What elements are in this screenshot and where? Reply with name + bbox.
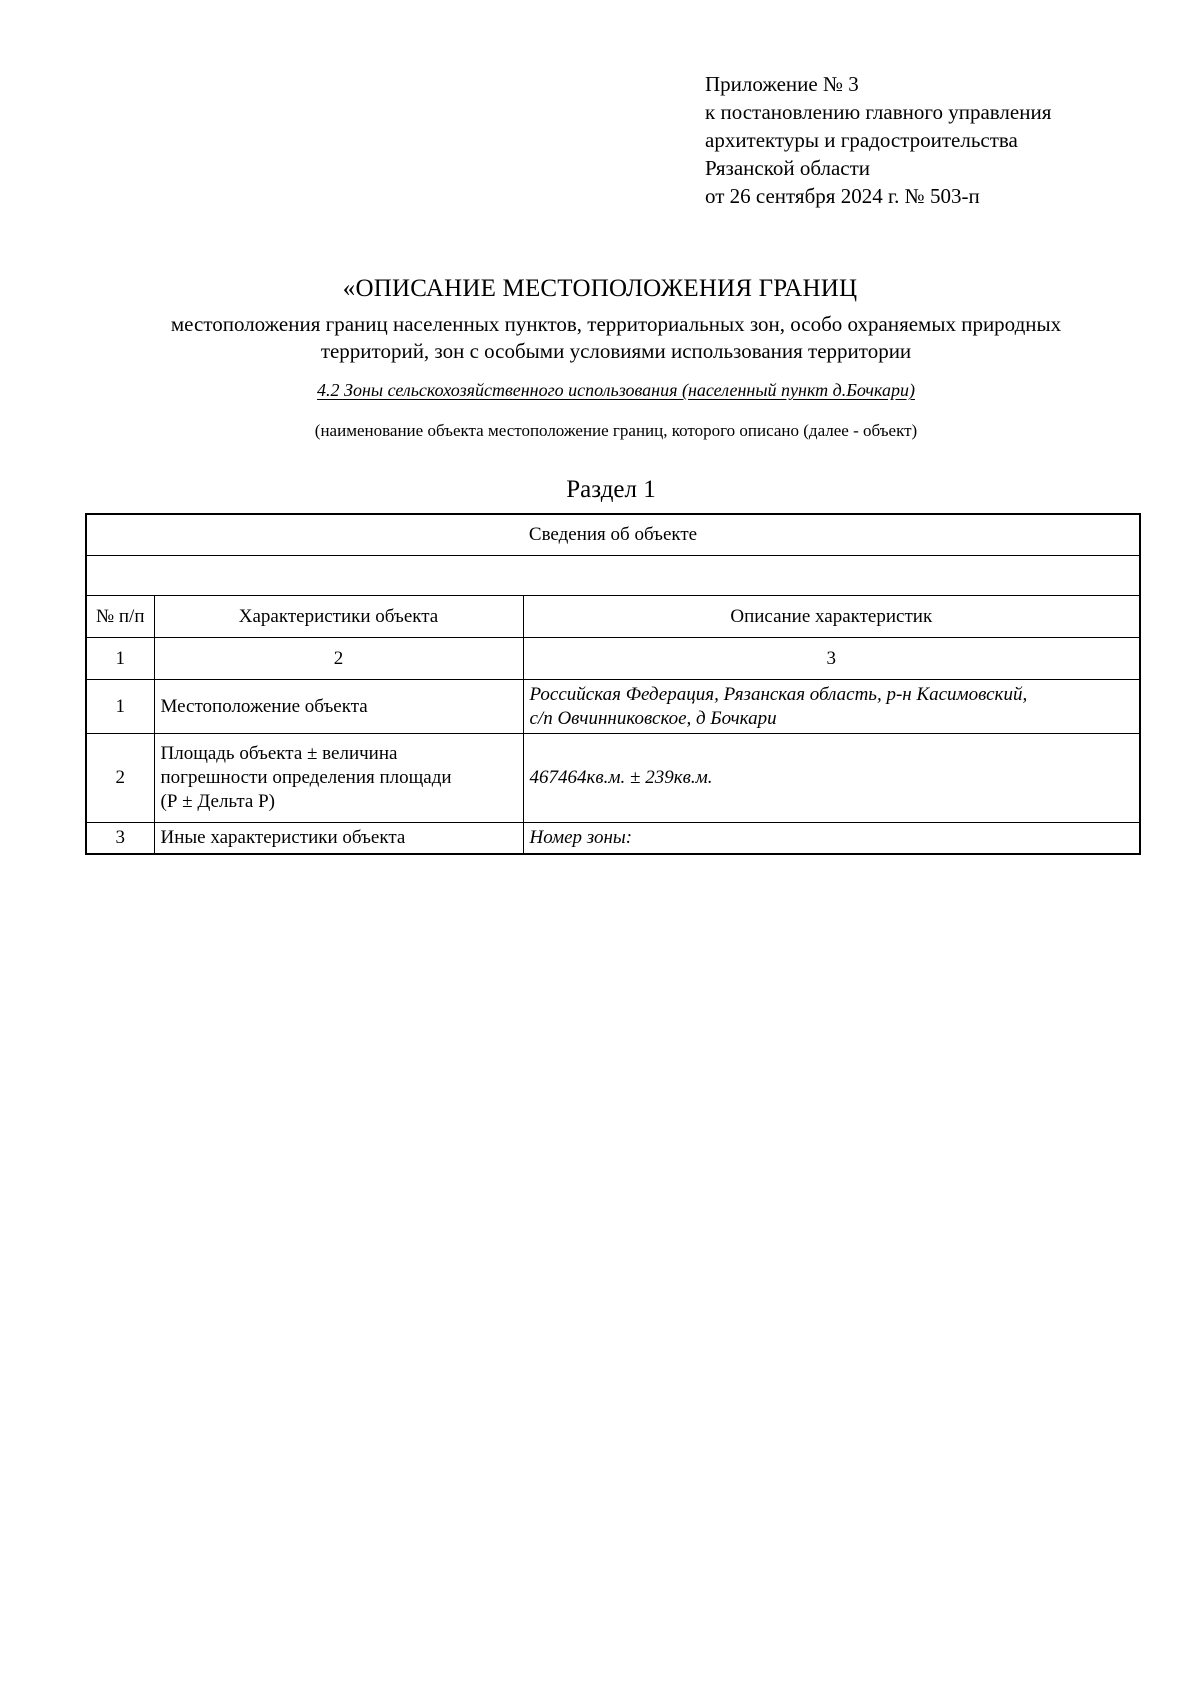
row-description: 467464кв.м. ± 239кв.м. xyxy=(523,734,1140,823)
table-column-index-row xyxy=(86,638,1140,680)
row-number: 3 xyxy=(86,823,154,855)
row-characteristic-line-3: (Р ± Дельта Р) xyxy=(160,791,275,812)
annex-line-5: от 26 сентября 2024 г. № 503-п xyxy=(705,184,980,208)
subtitle-line-2: территорий, зон с особыми условиями использования территории xyxy=(320,339,912,363)
document-title: «ОПИСАНИЕ МЕСТОПОЛОЖЕНИЯ ГРАНИЦ xyxy=(342,275,858,302)
column-header-characteristics: Характеристики объекта xyxy=(154,596,523,638)
row-number: 2 xyxy=(86,734,154,823)
table-row xyxy=(86,680,1140,734)
row-number: 1 xyxy=(86,680,154,734)
table-row xyxy=(86,734,1140,823)
table-header-row xyxy=(86,596,1140,638)
row-characteristic-line-1: Площадь объекта ± величина xyxy=(160,743,398,764)
empty-cell xyxy=(86,556,1140,596)
annex-line-1: Приложение № 3 xyxy=(705,72,859,96)
table-caption-row xyxy=(86,514,1140,556)
row-characteristic xyxy=(154,734,523,823)
object-name-line xyxy=(0,378,1200,402)
row-description-line-2: с/п Овчинниковское, д Бочкари xyxy=(529,707,777,729)
row-description xyxy=(523,680,1140,734)
column-index-2: 2 xyxy=(154,638,523,680)
section-title: Раздел 1 xyxy=(566,476,656,503)
row-characteristic-line-2: погрешности определения площади xyxy=(160,767,452,788)
annex-line-4: Рязанской области xyxy=(705,156,871,180)
annex-line-3: архитектуры и градостроительства xyxy=(705,128,1018,152)
table-row xyxy=(86,823,1140,855)
annex-line-2: к постановлению главного управления xyxy=(705,100,1052,124)
row-description: Номер зоны: xyxy=(523,823,1140,855)
row-characteristic: Иные характеристики объекта xyxy=(154,823,523,855)
annex-block xyxy=(705,70,1165,210)
column-index-3: 3 xyxy=(523,638,1140,680)
row-description-line-1: Российская Федерация, Рязанская область, р-н Касимовский, xyxy=(529,683,1028,705)
object-info-table xyxy=(85,513,1141,855)
document-subtitle xyxy=(80,311,1152,365)
row-characteristic: Местоположение объекта xyxy=(154,680,523,734)
object-name: 4.2 Зоны сельскохозяйственного использования (населенный пункт д.Бочкари) xyxy=(317,380,915,400)
object-name-caption: (наименование объекта местоположение границ, которого описано (далее - объект) xyxy=(314,421,918,440)
table-caption: Сведения об объекте xyxy=(86,514,1140,556)
table-empty-row xyxy=(86,556,1140,596)
subtitle-line-1: местоположения границ населенных пунктов, территориальных зон, особо охраняемых природных xyxy=(170,312,1062,336)
column-header-number: № п/п xyxy=(86,596,154,638)
column-index-1: 1 xyxy=(86,638,154,680)
column-header-description: Описание характеристик xyxy=(523,596,1140,638)
